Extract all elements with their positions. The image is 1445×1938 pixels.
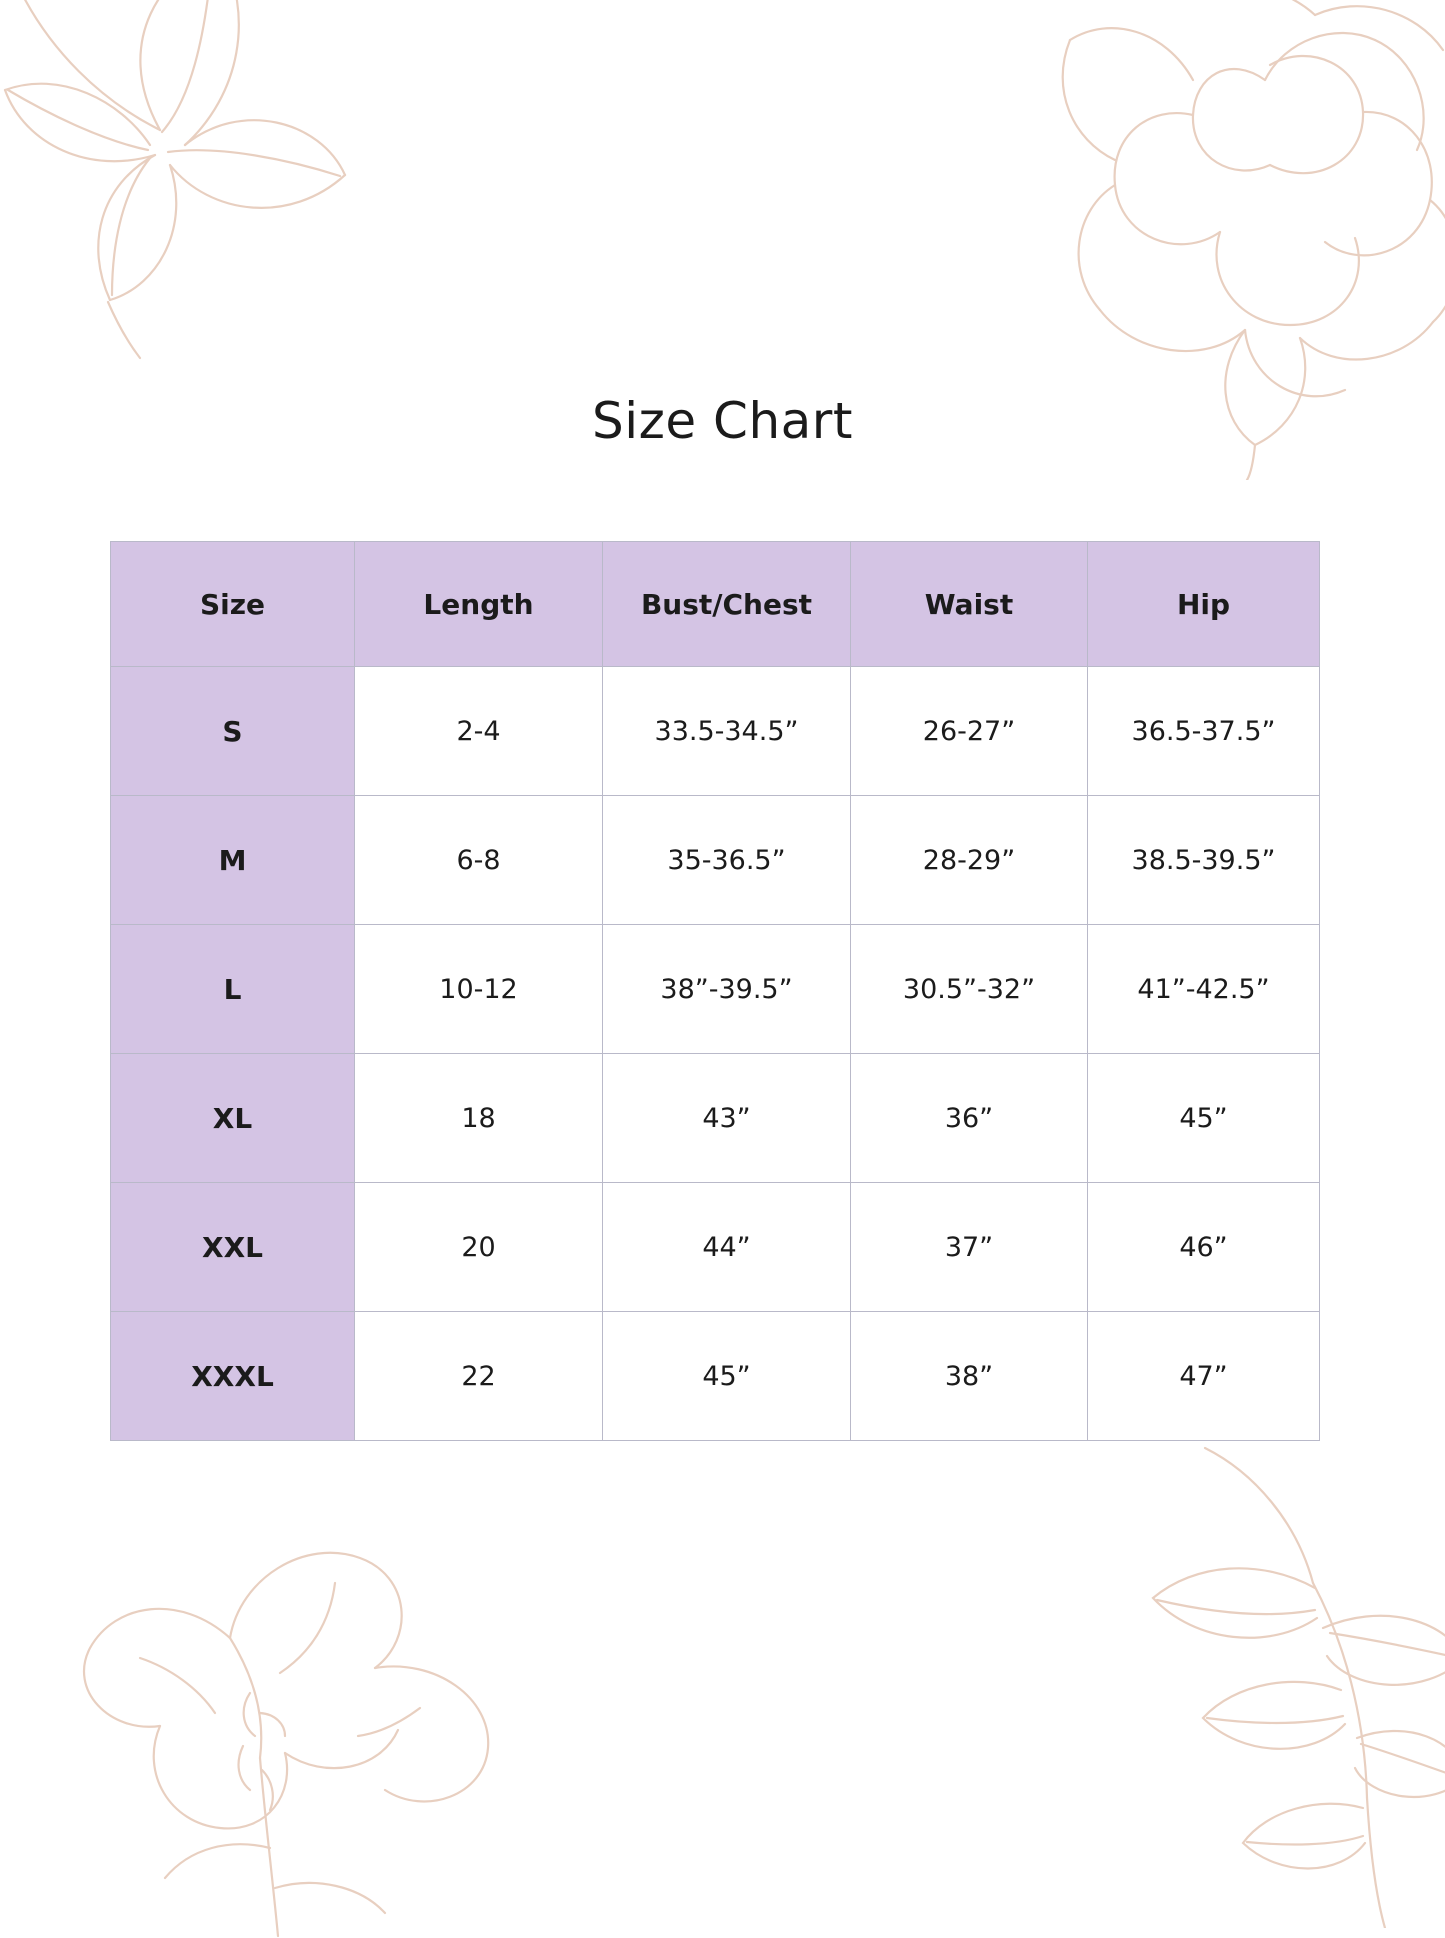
cell-hip: 45” [1088,1054,1320,1183]
column-header-bust-chest: Bust/Chest [603,542,851,667]
cell-waist: 37” [851,1183,1088,1312]
cell-size: XXXL [111,1312,355,1441]
cell-bust: 33.5-34.5” [603,667,851,796]
column-header-size: Size [111,542,355,667]
cell-length: 22 [355,1312,603,1441]
table-row [111,925,1320,1054]
column-header-hip: Hip [1088,542,1320,667]
cell-length: 2-4 [355,667,603,796]
cell-bust: 45” [603,1312,851,1441]
cell-bust: 43” [603,1054,851,1183]
column-header-waist: Waist [851,542,1088,667]
cell-size: S [111,667,355,796]
cell-size: XXL [111,1183,355,1312]
table-row [111,1183,1320,1312]
size-chart-table [110,541,1320,1441]
table-row [111,1312,1320,1441]
cell-hip: 38.5-39.5” [1088,796,1320,925]
cell-hip: 36.5-37.5” [1088,667,1320,796]
size-chart-table-container [110,541,1319,1441]
cell-size: L [111,925,355,1054]
page-title: Size Chart [592,392,853,450]
cell-length: 20 [355,1183,603,1312]
cell-waist: 36” [851,1054,1088,1183]
cell-bust: 44” [603,1183,851,1312]
cell-hip: 47” [1088,1312,1320,1441]
cell-waist: 38” [851,1312,1088,1441]
cell-length: 18 [355,1054,603,1183]
column-header-length: Length [355,542,603,667]
cell-bust: 35-36.5” [603,796,851,925]
cell-bust: 38”-39.5” [603,925,851,1054]
cell-hip: 46” [1088,1183,1320,1312]
cell-waist: 28-29” [851,796,1088,925]
cell-size: M [111,796,355,925]
cell-size: XL [111,1054,355,1183]
cell-waist: 30.5”-32” [851,925,1088,1054]
cell-length: 10-12 [355,925,603,1054]
table-row [111,1054,1320,1183]
table-header-row [111,542,1320,667]
table-row [111,667,1320,796]
cell-length: 6-8 [355,796,603,925]
cell-hip: 41”-42.5” [1088,925,1320,1054]
table-row [111,796,1320,925]
cell-waist: 26-27” [851,667,1088,796]
